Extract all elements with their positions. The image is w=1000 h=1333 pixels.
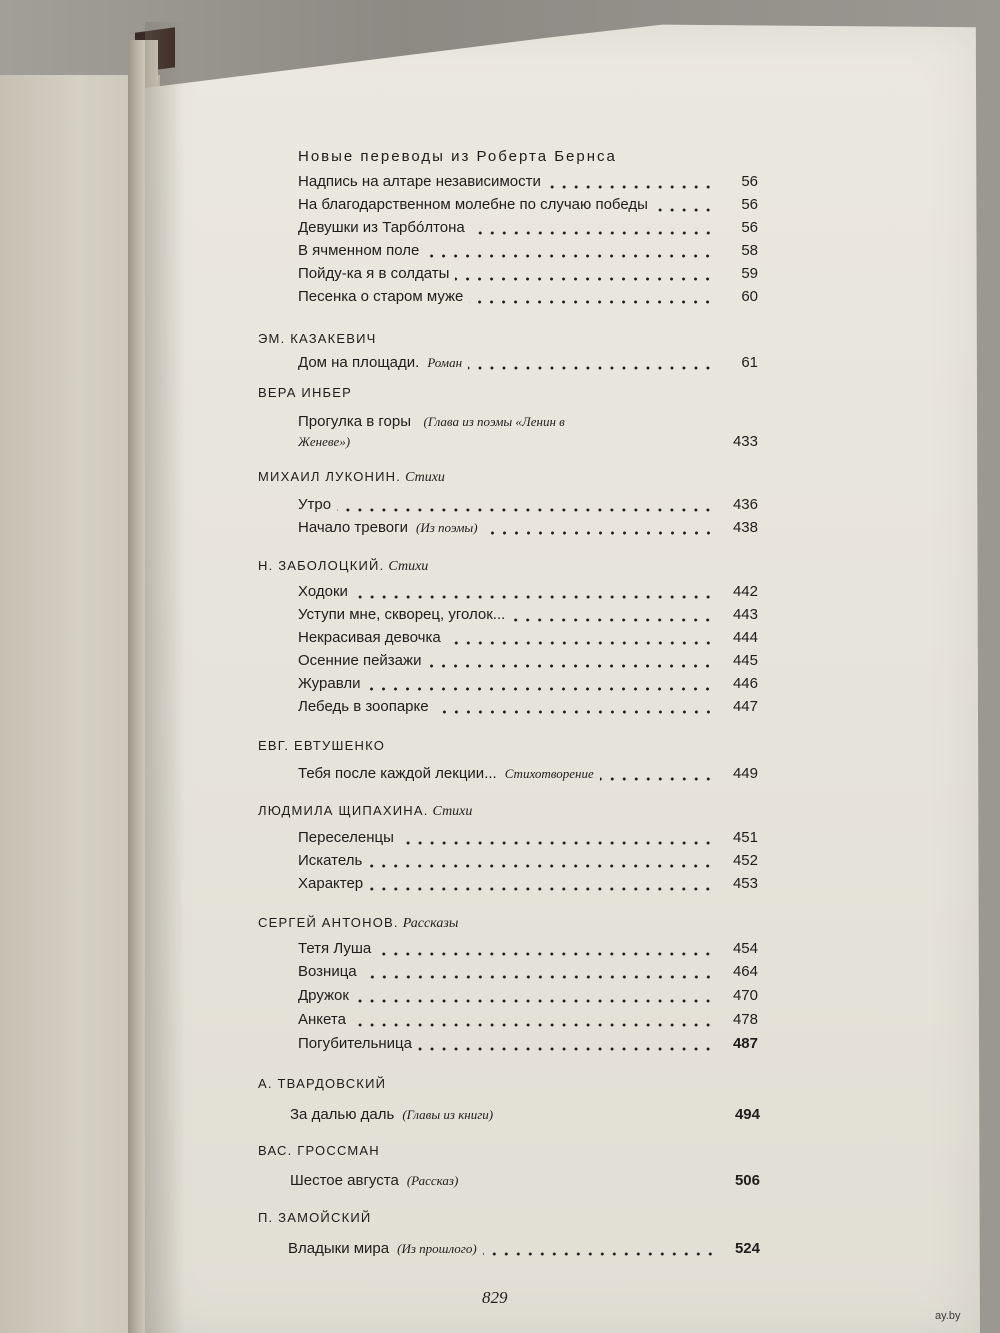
- toc-entry: Осенние пейзажи 445: [298, 652, 758, 669]
- toc-entry: Девушки из Тарбóлтона 56: [298, 219, 758, 236]
- toc-entry: Дружок 470: [298, 987, 758, 1004]
- author-heading: ВАС. ГРОССМАН: [258, 1143, 380, 1158]
- toc-entry: Дом на площади. Роман 61: [298, 354, 758, 371]
- toc-entry: Надпись на алтаре независимости 56: [298, 173, 758, 190]
- toc-entry: Шестое августа (Рассказ) 506: [290, 1172, 760, 1189]
- author-heading: ВЕРА ИНБЕР: [258, 385, 353, 400]
- toc-entry: За далью даль (Главы из книги) 494: [290, 1106, 760, 1123]
- toc-entry: На благодарственном молебне по случаю победы 56: [298, 196, 758, 213]
- author-heading: СЕРГЕЙ АНТОНОВ. Рассказы: [258, 915, 459, 931]
- watermark: ay.by: [935, 1310, 961, 1322]
- toc-entry: Характер 453: [298, 875, 758, 892]
- author-heading: ЛЮДМИЛА ЩИПАХИНА. Стихи: [258, 803, 473, 819]
- author-heading: А. ТВАРДОВСКИЙ: [258, 1076, 387, 1091]
- toc-entry: Переселенцы 451: [298, 829, 758, 846]
- toc-entry: Погубительница 487: [298, 1035, 758, 1052]
- toc-entry: Утро 436: [298, 496, 758, 513]
- series-title: Новые переводы из Роберта Бернса: [298, 148, 617, 165]
- author-heading: МИХАИЛ ЛУКОНИН. Стихи: [258, 469, 445, 485]
- toc-entry: Уступи мне, скворец, уголок... 443: [298, 606, 758, 623]
- page-number: 829: [482, 1288, 508, 1307]
- toc-entry: Журавли 446: [298, 675, 758, 692]
- author-heading: ЕВГ. ЕВТУШЕНКО: [258, 738, 386, 753]
- toc-entry: Ходоки 442: [298, 583, 758, 600]
- toc-entry: Тетя Луша 454: [298, 940, 758, 957]
- author-heading: П. ЗАМОЙСКИЙ: [258, 1210, 372, 1225]
- author-heading: Н. ЗАБОЛОЦКИЙ. Стихи: [258, 558, 429, 574]
- toc-entry: Владыки мира (Из прошлого) 524: [288, 1240, 760, 1257]
- toc-entry: Лебедь в зоопарке 447: [298, 698, 758, 715]
- toc-entry: Искатель 452: [298, 852, 758, 869]
- author-heading: ЭМ. КАЗАКЕВИЧ: [258, 331, 377, 346]
- toc-entry: В ячменном поле 58: [298, 242, 758, 259]
- toc-entry: Песенка о старом муже 60: [298, 288, 758, 305]
- toc-entry: Возница 464: [298, 963, 758, 980]
- toc-entry: Прогулка в горы (Глава из поэмы «Ленин в Женеве») 433: [298, 413, 758, 450]
- toc-entry: Анкета 478: [298, 1011, 758, 1028]
- toc-entry: Тебя после каждой лекции... Стихотворение 449: [298, 765, 758, 782]
- toc-entry: Пойду-ка я в солдаты 59: [298, 265, 758, 282]
- toc-entry: Некрасивая девочка 444: [298, 629, 758, 646]
- toc-entry: Начало тревоги (Из поэмы) 438: [298, 519, 758, 536]
